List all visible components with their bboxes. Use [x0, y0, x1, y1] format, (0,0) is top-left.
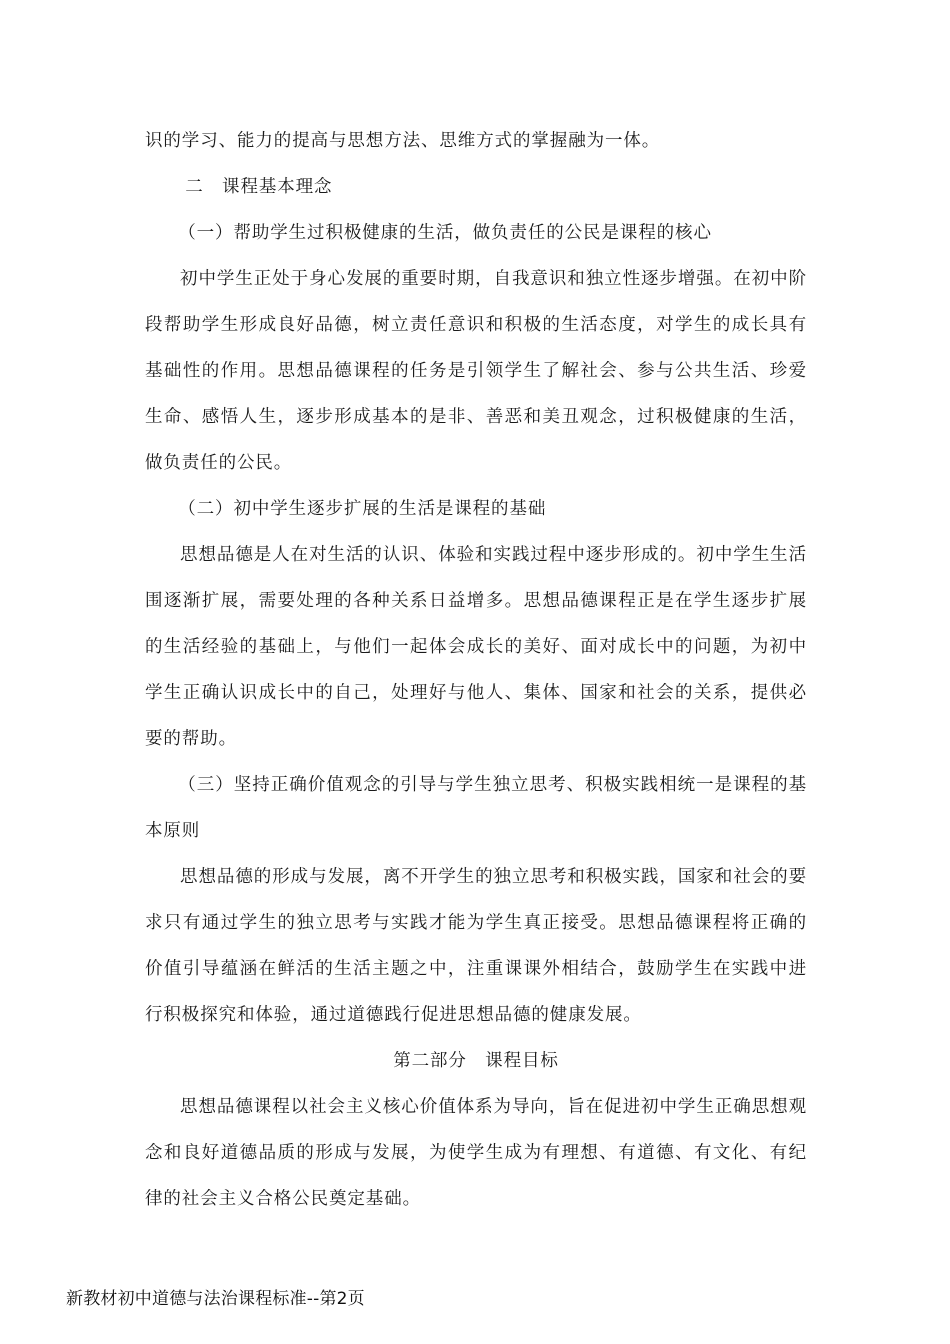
body-paragraph-3: 思想品德的形成与发展，离不开学生的独立思考和积极实践，国家和社会的要求只有通过学生的独立思考与实践才能为学生真正接受。思想品德课程将正确的价值引导蕴涵在鲜活的生活主题之中，注重课课外相结合，鼓励学生在实践中进行积极探究和体验，通过道德践行促进思想品德的健康发展。: [145, 867, 807, 1025]
document-body: [145, 118, 807, 1222]
body-paragraph-1: 初中学生正处于身心发展的重要时期，自我意识和独立性逐步增强。在初中阶段帮助学生形成良好品德，树立责任意识和积极的生活态度，对学生的成长具有基础性的作用。思想品德课程的任务是引领学生了解社会、参与公共生活、珍爱生命、感悟人生，逐步形成基本的是非、善恶和美丑观念，过积极健康的生活，做负责任的公民。: [145, 269, 807, 473]
subheading-2: （二）初中学生逐步扩展的生活是课程的基础: [178, 499, 547, 519]
paragraph-continued: 识的学习、能力的提高与思想方法、思维方式的掌握融为一体。: [145, 131, 661, 151]
page-footer: 新教材初中道德与法治课程标准--第2页: [66, 1289, 365, 1309]
subheading-1: （一）帮助学生过积极健康的生活，做负责任的公民是课程的核心: [178, 223, 712, 243]
subheading-3: （三）坚持正确价值观念的引导与学生独立思考、积极实践相统一是课程的基本原则: [145, 775, 807, 841]
part-title-course-goals: 第二部分 课程目标: [393, 1051, 559, 1071]
body-paragraph-4: 思想品德课程以社会主义核心价值体系为导向，旨在促进初中学生正确思想观念和良好道德品质的形成与发展，为使学生成为有理想、有道德、有文化、有纪律的社会主义合格公民奠定基础。: [145, 1097, 807, 1209]
section-heading-basic-concepts: 二 课程基本理念: [185, 177, 333, 197]
body-paragraph-2: 思想品德是人在对生活的认识、体验和实践过程中逐步形成的。初中学生生活围逐渐扩展，需要处理的各种关系日益增多。思想品德课程正是在学生逐步扩展的生活经验的基础上，与他们一起体会成长的美好、面对成长中的问题，为初中学生正确认识成长中的自己，处理好与他人、集体、国家和社会的关系，提供必要的帮助。: [145, 545, 807, 749]
